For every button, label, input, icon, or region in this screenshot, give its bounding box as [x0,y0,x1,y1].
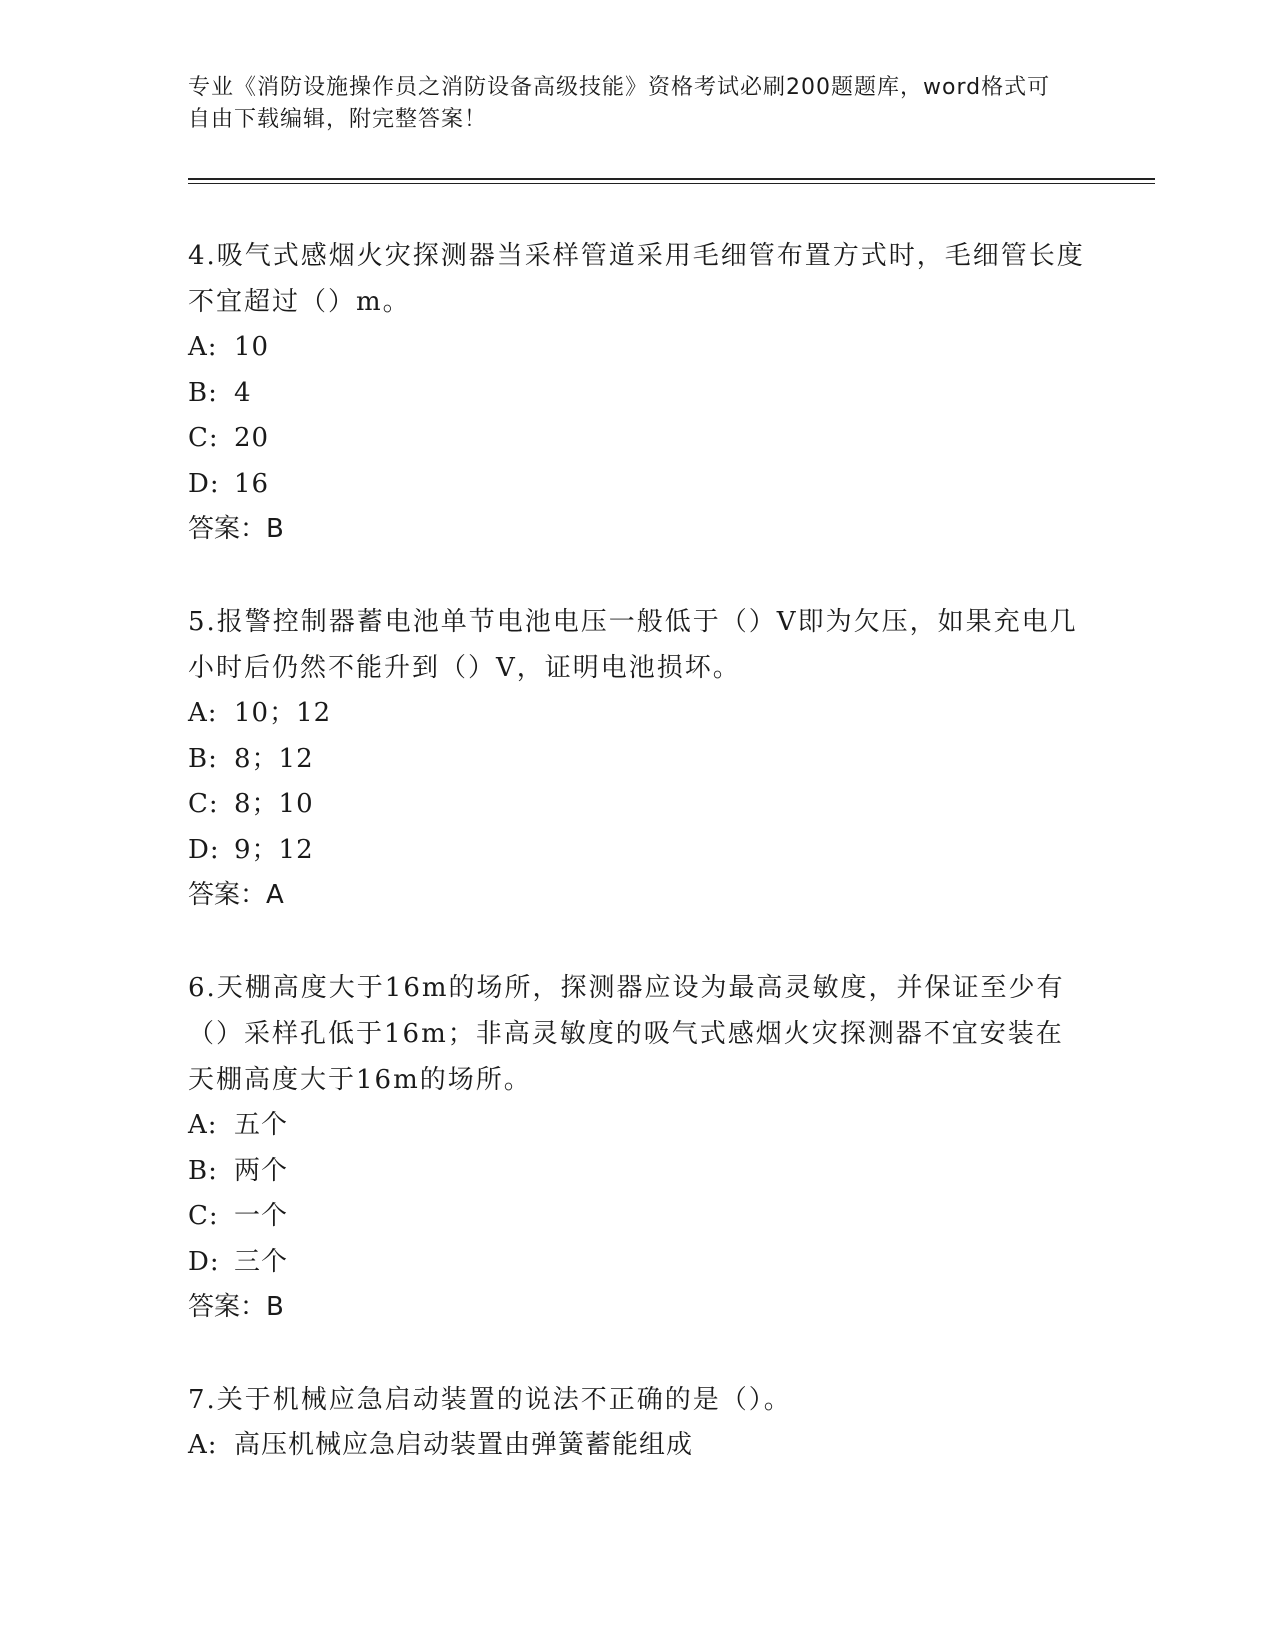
question-text: 5.报警控制器蓄电池单节电池电压一般低于（）V即为欠压，如果充电几小时后仍然不能升到（）V，证明电池损坏。 [188,607,1078,683]
option-value: 20 [234,423,270,453]
option-b [188,1149,1088,1195]
option-value: 五个 [234,1110,289,1140]
answer-line: 答案：B [188,514,284,544]
option-b [188,371,1088,417]
option-d [188,828,1088,874]
question-text: 7.关于机械应急启动装置的说法不正确的是（）。 [188,1385,792,1415]
option-value: 高压机械应急启动装置由弹簧蓄能组成 [234,1430,694,1460]
option-value: 8；10 [234,789,314,819]
question-7 [188,1377,1088,1469]
option-a [188,1103,1088,1149]
option-label: C: [188,423,219,453]
option-value: 10；12 [234,698,332,728]
option-d [188,1240,1088,1286]
answer-line: 答案：A [188,880,284,910]
option-value: 三个 [234,1246,289,1277]
option-a [188,325,1088,371]
header-divider [188,178,1155,180]
option-value: 两个 [234,1155,289,1186]
option-value: 16 [234,468,270,499]
option-label: C: [188,789,219,819]
option-label: A: [188,1430,218,1460]
option-c [188,782,1088,828]
question-5 [188,599,1088,919]
header-divider-thin [188,183,1155,184]
option-label: B: [188,743,218,774]
question-4 [188,233,1088,553]
option-c [188,416,1088,462]
option-label: B: [188,1155,218,1186]
option-label: B: [188,377,218,408]
option-b [188,737,1088,783]
option-label: C: [188,1201,219,1231]
option-label: A: [188,698,218,728]
option-value: 9；12 [234,834,314,865]
option-label: D: [188,834,220,865]
option-label: A: [188,332,218,362]
question-text: 4.吸气式感烟火灾探测器当采样管道采用毛细管布置方式时，毛细管长度不宜超过（）m。 [188,241,1085,317]
document-header: 专业《消防设施操作员之消防设备高级技能》资格考试必刷200题题库，word格式可自由下载编辑，附完整答案！ [188,75,1051,132]
option-label: A: [188,1110,218,1140]
answer-line: 答案：B [188,1292,284,1322]
option-value: 4 [234,377,252,408]
question-6 [188,965,1088,1331]
option-value: 10 [234,332,270,362]
option-value: 8；12 [234,743,314,774]
option-a [188,1423,1088,1469]
question-text: 6.天棚高度大于16m的场所，探测器应设为最高灵敏度，并保证至少有（）采样孔低于16m；非高灵敏度的吸气式感烟火灾探测器不宜安装在天棚高度大于16m的场所。 [188,973,1065,1095]
option-value: 一个 [234,1201,289,1231]
option-d [188,462,1088,508]
option-a [188,691,1088,737]
option-c [188,1194,1088,1240]
option-label: D: [188,1246,220,1277]
option-label: D: [188,468,220,499]
